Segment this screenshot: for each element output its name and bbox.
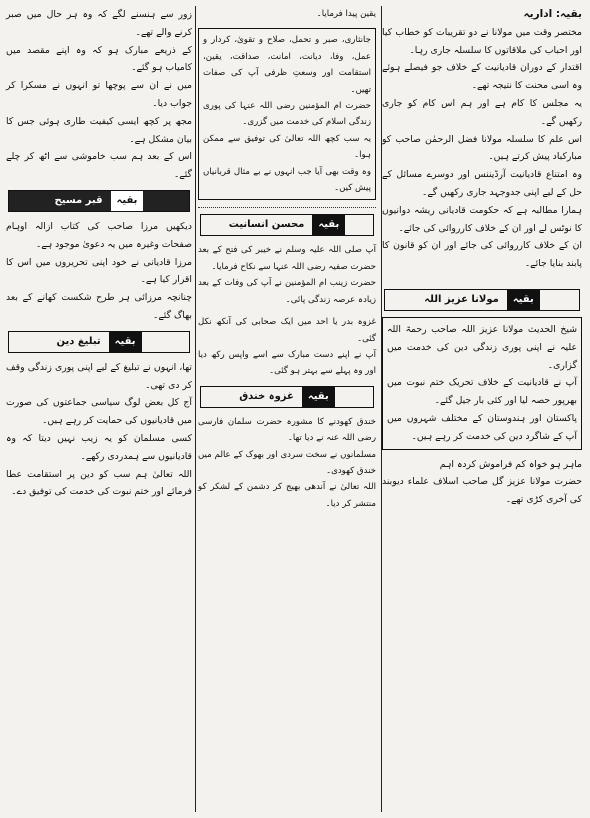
paragraph: آپ نے اپنے دست مبارک سے اسے واپس رکھ دیا اور وہ پہلے سے بہتر ہو گئی۔: [198, 349, 376, 377]
paragraph: حضرت ام المؤمنین رضی اللہ عنہا کی پوری زندگی اسلام کی خدمت میں گزری۔: [203, 101, 371, 128]
paragraph: آج کل بعض لوگ سیاسی جماعتوں کی صورت میں قادیانیوں کی حمایت کر رہے ہیں۔: [6, 397, 192, 427]
banner-label: بقیہ: [111, 191, 144, 211]
banner-label: بقیہ: [507, 290, 540, 310]
paragraph: وہ وقت بھی آیا جب انہوں نے بے مثال قربانیاں پیش کیں۔: [203, 166, 371, 194]
paragraph: اللہ تعالیٰ ہم سب کو دین پر استقامت عطا فرمائے اور ختم نبوت کی خدمت کی توفیق دے۔: [6, 468, 192, 498]
paragraph: ماہر ہو خواہ کم فراموش کردہ اہم: [439, 458, 582, 470]
paragraph: کسی مسلمان کو یہ زیب نہیں دیتا کہ وہ قادیانیوں سے ہمدردی رکھے۔: [6, 432, 192, 462]
paragraph: مرزا قادیانی نے خود اپنی تحریروں میں اس کا اقرار کیا ہے۔: [6, 256, 192, 286]
editorial-text: [382, 24, 582, 273]
section-banner-aziz: [384, 289, 580, 311]
paragraph: یہ مجلس کا کام ہے اور ہم اس کام کو جاری رکھیں گے۔: [382, 97, 582, 127]
lead-text: [6, 6, 192, 184]
column-divider: [195, 6, 196, 812]
banner-label: بقیہ: [302, 387, 335, 407]
paragraph: اس علم کا سلسلہ مولانا فضل الرحمٰن صاحب کو مبارکباد پیش کرتے ہیں۔: [382, 133, 582, 163]
boxed-article: [198, 28, 376, 200]
section-text: [6, 218, 192, 325]
column-divider: [381, 6, 382, 812]
right-column: [382, 6, 582, 509]
paragraph: چنانچہ مرزائی ہر طرح شکست کھانے کے بعد بھاگ گئے۔: [6, 292, 192, 321]
paragraph: مختصر وقت میں مولانا نے دو تقریبات کو خطاب کیا اور احباب کی ملاقاتوں کا سلسلہ جاری رہا۔: [382, 26, 582, 56]
left-column: [6, 6, 192, 501]
tabligh-text: [6, 359, 192, 501]
editorial-header: بقیہ: اداریہ: [523, 8, 582, 20]
paragraph: زور سے ہنسنے لگے کہ وہ ہر حال میں صبر کرنے والے تھے۔: [6, 9, 192, 38]
paragraph: حضرت مولانا عزیز گل صاحب اسلاف علماء دیوبند کی آخری کڑی تھے۔: [382, 476, 582, 506]
paragraph: میں نے ان سے پوچھا تو انہوں نے مسکرا کر جواب دیا۔: [6, 80, 192, 109]
khandaq-text: [198, 414, 376, 512]
paragraph: شیخ الحدیث مولانا عزیز اللہ صاحب رحمۃ اللہ علیہ نے اپنی پوری زندگی دین کی خدمت میں گزاری۔: [387, 323, 577, 371]
paragraph: مسلمانوں نے سخت سردی اور بھوک کے عالم میں خندق کھودی۔: [198, 449, 376, 476]
section-banner-tabligh: [8, 331, 190, 353]
paragraph: حضرت زینب ام المؤمنین نے آپ کی وفات کے بعد زیادہ عرصہ زندگی پائی۔: [198, 278, 376, 305]
paragraph: یہ سب کچھ اللہ تعالیٰ کی توفیق سے ممکن ہوا۔: [203, 133, 371, 161]
paragraph: دیکھیں مرزا صاحب کی کتاب ازالہ اوہام صفحات وغیرہ میں یہ دعویٰ موجود ہے۔: [6, 220, 192, 250]
paragraph: اس کے بعد ہم سب خاموشی سے اٹھ کر چلے گئے۔: [6, 151, 192, 181]
paragraph: اقتدار کے دوران قادیانیت کے خلاف جو فیصلے ہوئے وہ اسی محنت کا نتیجہ تھے۔: [382, 62, 582, 92]
ghazwa-intro: غزوہ بدر یا احد میں ایک صحابی کی آنکھ نکل گئی۔: [198, 317, 376, 344]
paragraph: آپ صلی اللہ علیہ وسلم نے خیبر کی فتح کے بعد حضرت صفیہ رضی اللہ عنہا سے نکاح فرمایا۔: [198, 245, 376, 272]
section-text: [198, 242, 376, 308]
banner-label: بقیہ: [109, 332, 142, 352]
paragraph: آپ نے قادیانیت کے خلاف تحریک ختم نبوت میں بھرپور حصہ لیا اور کئی بار جیل گئے۔: [387, 377, 577, 407]
ghazwa-text: [198, 347, 376, 380]
intro-line: یقین پیدا فرمایا۔: [316, 9, 376, 19]
paragraph: پاکستان اور ہندوستان کے مختلف شہروں میں آپ کے شاگرد دین کی خدمت کر رہے ہیں۔: [387, 412, 577, 442]
middle-column: [198, 6, 376, 512]
paragraph: اللہ تعالیٰ نے آندھی بھیج کر دشمن کے لشکر کو منتشر کر دیا۔: [198, 482, 376, 509]
paragraph: جانثاری، صبر و تحمل، صلاح و تقویٰ، کردار و عمل، وفا، دیانت، امانت، صداقت، یقین، استقامت اور وسعتِ ظرفی آپ کی صفات تھیں۔: [203, 35, 371, 95]
boxed-article: [382, 317, 582, 450]
paragraph: وہ امتناع قادیانیت آرڈیننس اور دوسرے مسائل کے حل کے لیے اپنی جدوجہد جاری رکھیں گے۔: [382, 169, 582, 198]
banner-title: غزوہ خندق: [239, 390, 294, 402]
closing-text: [382, 456, 582, 509]
banner-title: تبلیغ دین: [56, 335, 101, 347]
paragraph: تھا، انہوں نے تبلیغ کے لیے اپنی پوری زندگی وقف کر دی تھی۔: [6, 361, 192, 391]
paragraph: خندق کھودنے کا مشورہ حضرت سلمان فارسی رضی اللہ عنہ نے دیا تھا۔: [198, 416, 376, 444]
section-banner-qabr: [8, 190, 190, 212]
section-banner-khandaq: [200, 386, 374, 408]
banner-label: بقیہ: [312, 215, 345, 235]
banner-title: قبر مسیح: [54, 195, 103, 207]
paragraph: ہمارا مطالبہ ہے کہ حکومت قادیانی ریشہ دوانیوں کا نوٹس لے اور ان کے خلاف کارروائی کی جائے۔: [382, 204, 582, 234]
paragraph: ان کے خلاف کارروائی کی جائے اور ان کو قانون کا پابند بنایا جائے۔: [382, 240, 582, 270]
paragraph: کے ذریعے مبارک ہو کہ وہ اپنے مقصد میں کامیاب ہو گئے۔: [6, 44, 192, 74]
banner-title: مولانا عزیز اللہ: [424, 294, 499, 306]
banner-title: محسن انسانیت: [228, 219, 305, 231]
dotted-rule: [198, 206, 376, 208]
section-banner-mohsin: [200, 214, 374, 236]
paragraph: مجھ پر کچھ ایسی کیفیت طاری ہوئی جس کا بیان مشکل ہے۔: [6, 115, 192, 145]
